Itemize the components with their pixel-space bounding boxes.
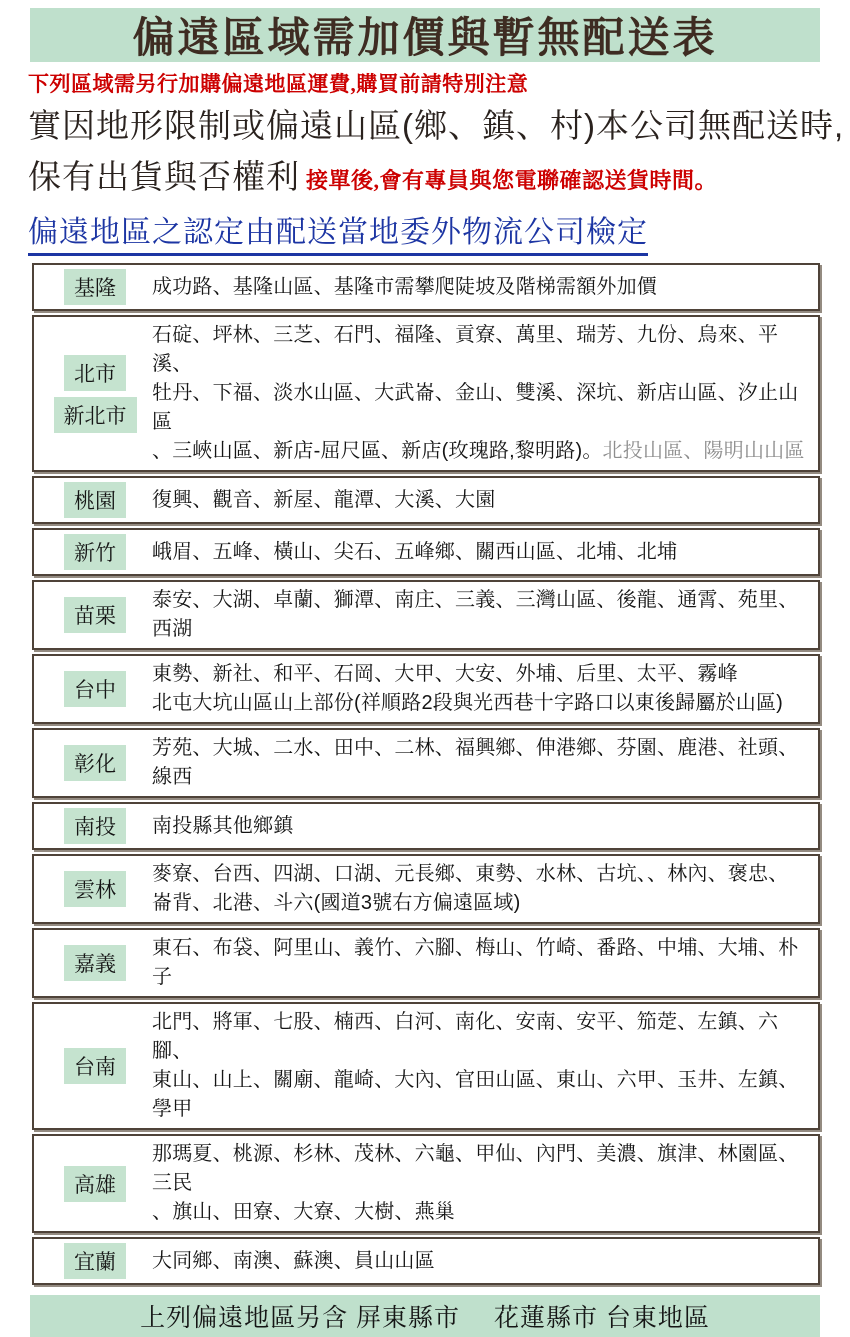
region-areas-line xyxy=(152,889,810,918)
region-label: 基隆 xyxy=(64,269,126,305)
region-areas-text: 峨眉、五峰、橫山、尖石、五峰鄉、關西山區、北埔、北埔 xyxy=(152,540,678,563)
region-label: 嘉義 xyxy=(64,945,126,981)
region-areas-text: 北門、將軍、七股、楠西、白河、南化、安南、安平、笳萣、左鎮、六腳、 xyxy=(152,1011,779,1062)
region-areas xyxy=(142,321,810,466)
region-areas-line xyxy=(152,734,810,792)
region-areas-line xyxy=(152,538,810,567)
delivery-policy-line2 xyxy=(28,153,850,204)
region-row xyxy=(32,1134,820,1233)
region-row xyxy=(32,1002,820,1130)
region-row xyxy=(32,1237,820,1285)
region-label: 南投 xyxy=(64,808,126,844)
region-areas-muted-text: 北投山區、陽明山山區 xyxy=(602,440,805,462)
region-row xyxy=(32,528,820,576)
footer-note-text: 上列偏遠地區另含 屏東縣市 花蓮縣市 台東地區 xyxy=(140,1304,710,1332)
region-row xyxy=(32,854,820,924)
region-areas xyxy=(142,486,810,515)
region-areas-line xyxy=(152,486,810,515)
region-areas-text: 泰安、大湖、卓蘭、獅潭、南庄、三義、三灣山區、後龍、通霄、苑里、西湖 xyxy=(152,589,799,640)
region-areas-text: 那瑪夏、桃源、杉林、茂林、六龜、甲仙、內門、美濃、旗津、林園區、三民 xyxy=(152,1143,799,1194)
surcharge-warning-note: 下列區域需另行加購偏遠地區運費,購買前請特別注意 xyxy=(28,72,529,96)
region-areas xyxy=(142,1008,810,1124)
region-areas xyxy=(142,812,810,841)
region-label: 北市 xyxy=(64,355,126,391)
region-areas-line xyxy=(152,689,810,718)
footer-note xyxy=(30,1295,820,1337)
region-areas xyxy=(142,1247,810,1276)
region-label-column xyxy=(48,1243,142,1279)
region-row xyxy=(32,476,820,524)
region-label-column xyxy=(48,355,142,433)
region-row xyxy=(32,315,820,472)
region-areas xyxy=(142,1140,810,1227)
region-label: 彰化 xyxy=(64,745,126,781)
region-areas-line xyxy=(152,321,810,379)
region-areas-line xyxy=(152,860,810,889)
remote-area-definition-wrap xyxy=(28,207,850,256)
region-label-column xyxy=(48,597,142,633)
region-areas-text: 崙背、北港、斗六(國道3號右方偏遠區域) xyxy=(152,892,521,914)
region-areas-text: 麥寮、台西、四湖、口湖、元長鄉、東勢、水林、古坑、、林內、褒忠、 xyxy=(152,863,789,885)
region-areas xyxy=(142,660,810,718)
region-areas xyxy=(142,538,810,567)
region-label-column xyxy=(48,1048,142,1084)
page-title xyxy=(30,8,820,62)
region-table xyxy=(32,263,820,1285)
region-label: 雲林 xyxy=(64,871,126,907)
region-areas-text: 石碇、坪林、三芝、石門、福隆、貢寮、萬里、瑞芳、九份、烏來、平溪、 xyxy=(152,324,779,375)
region-areas-line xyxy=(152,1247,810,1276)
region-areas-line xyxy=(152,586,810,644)
region-label-column xyxy=(48,871,142,907)
region-row xyxy=(32,654,820,724)
region-label-column xyxy=(48,269,142,305)
region-label: 高雄 xyxy=(64,1166,126,1202)
region-areas-line xyxy=(152,1008,810,1066)
delivery-policy-line1: 實因地形限制或偏遠山區(鄉、鎮、村)本公司無配送時, xyxy=(28,107,845,144)
region-areas-text: 南投縣其他鄉鎮 xyxy=(152,814,294,837)
remote-area-definition-heading: 偏遠地區之認定由配送當地委外物流公司檢定 xyxy=(28,207,648,256)
region-row xyxy=(32,263,820,311)
region-row xyxy=(32,802,820,850)
region-areas-text: 北屯大坑山區山上部份(祥順路2段與光西巷十字路口以東後歸屬於山區) xyxy=(152,692,784,714)
region-areas xyxy=(142,273,810,302)
region-areas-line xyxy=(152,437,810,466)
region-label-column xyxy=(48,745,142,781)
region-areas-text: 牡丹、下福、淡水山區、大武崙、金山、雙溪、深坑、新店山區、汐止山區 xyxy=(152,382,799,433)
region-areas xyxy=(142,934,810,992)
region-areas-text: 東石、布袋、阿里山、義竹、六腳、梅山、竹崎、番路、中埔、大埔、朴子 xyxy=(152,937,799,988)
delivery-policy-line2-main: 保有出貨與否權利 xyxy=(28,158,300,195)
region-row xyxy=(32,580,820,650)
region-label: 台南 xyxy=(64,1048,126,1084)
region-row xyxy=(32,928,820,998)
region-areas-line xyxy=(152,273,810,302)
region-areas-text: 東山、山上、關廟、龍崎、大內、官田山區、東山、六甲、玉井、左鎮、學甲 xyxy=(152,1069,799,1120)
region-areas-line xyxy=(152,660,810,689)
region-areas-line xyxy=(152,812,810,841)
region-areas xyxy=(142,734,810,792)
region-areas-line xyxy=(152,934,810,992)
region-label-column xyxy=(48,482,142,518)
region-row xyxy=(32,728,820,798)
region-areas-text: 東勢、新社、和平、石岡、大甲、大安、外埔、后里、太平、霧峰 xyxy=(152,663,738,685)
region-areas-text: 、旗山、田寮、大寮、大樹、燕巢 xyxy=(152,1201,455,1223)
region-areas-line xyxy=(152,379,810,437)
region-areas-text: 成功路、基隆山區、基隆市需攀爬陡坡及階梯需額外加價 xyxy=(152,275,657,298)
region-areas-text: 復興、觀音、新屋、龍潭、大溪、大園 xyxy=(152,488,496,511)
region-label: 台中 xyxy=(64,671,126,707)
region-label-column xyxy=(48,1166,142,1202)
region-areas xyxy=(142,586,810,644)
region-areas-text: 大同鄉、南澳、蘇澳、員山山區 xyxy=(152,1249,435,1272)
region-label: 新竹 xyxy=(64,534,126,570)
page-title-text: 偏遠區域需加價與暫無配送表 xyxy=(132,14,718,61)
region-label-column xyxy=(48,945,142,981)
region-areas-line xyxy=(152,1198,810,1227)
region-areas xyxy=(142,860,810,918)
region-label: 宜蘭 xyxy=(64,1243,126,1279)
region-label-column xyxy=(48,808,142,844)
region-label: 新北市 xyxy=(54,397,137,433)
region-areas-text: 、三峽山區、新店-屈尺區、新店(玫瑰路,黎明路)。 xyxy=(152,440,603,462)
region-label: 苗栗 xyxy=(64,597,126,633)
region-areas-text: 芳苑、大城、二水、田中、二林、福興鄉、伸港鄉、芬園、鹿港、社頭、線西 xyxy=(152,737,799,788)
region-label-column xyxy=(48,534,142,570)
delivery-policy-line2-red: 接單後,會有專員與您電聯確認送貨時間。 xyxy=(306,168,718,193)
region-areas-line xyxy=(152,1066,810,1124)
region-label: 桃園 xyxy=(64,482,126,518)
region-areas-line xyxy=(152,1140,810,1198)
region-label-column xyxy=(48,671,142,707)
